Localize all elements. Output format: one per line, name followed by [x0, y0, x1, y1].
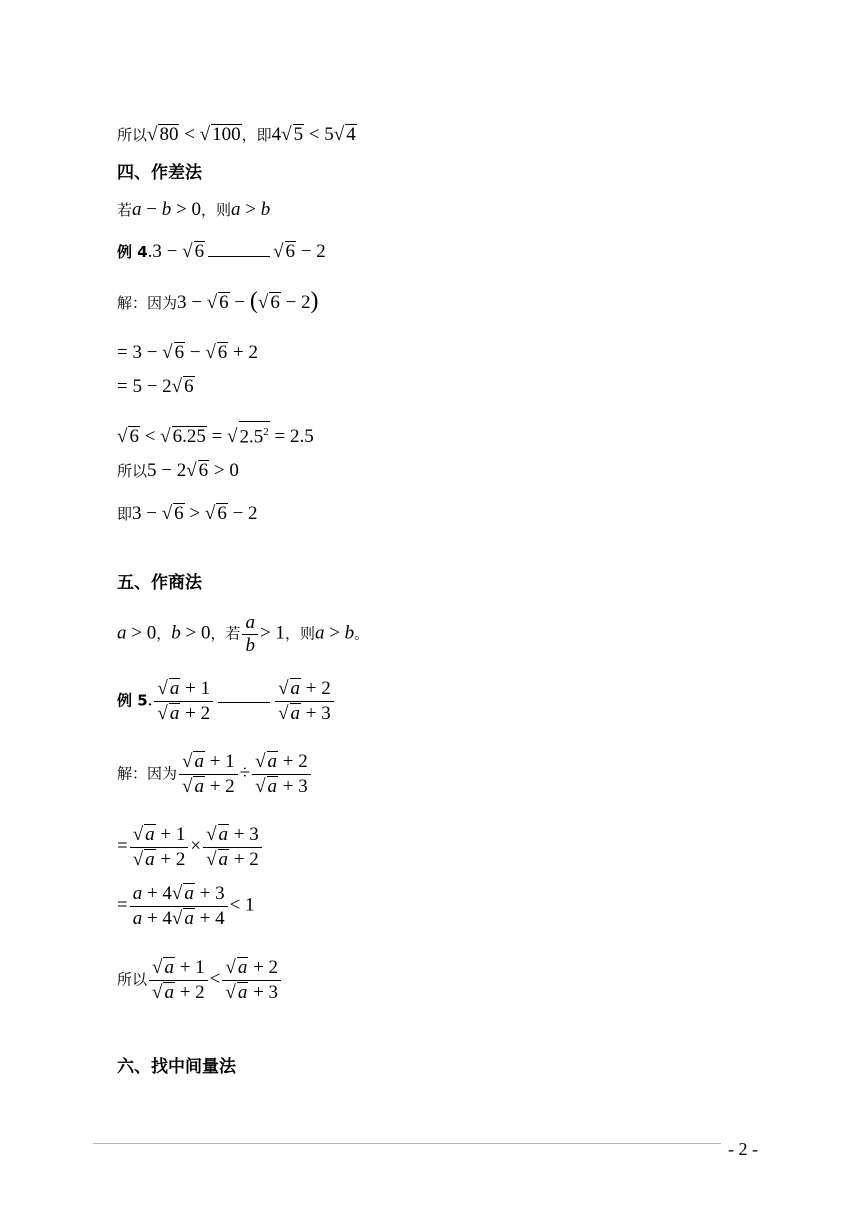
text-sep: ，若 [210, 624, 241, 643]
example-label: 例 5 [117, 691, 148, 710]
example-4: 例 4.3 − √ 6 √ 6 − 2 [117, 241, 326, 262]
solution-5-line-2: = $\frac{√ a + 1}{√ a + 2}$ × $\frac{√ a + 3}{√ a + 2}$ [117, 823, 264, 872]
answer-blank [208, 239, 270, 257]
text-prefix: 即 [117, 505, 133, 523]
text-prefix: 所以 [117, 462, 148, 480]
rule-difference: 若a − b > 0，则a > b [117, 199, 271, 220]
answer-blank [218, 701, 270, 703]
text-prefix: 解：因为 [117, 764, 178, 783]
page-number: - 2 - [728, 1139, 758, 1159]
solution-5-line-3: = $\frac{a + 4√ a + 3}{a + 4√ a + 4}$ < 1 [117, 883, 255, 929]
text-prefix: 若 [117, 201, 133, 219]
rule-quotient: a > 0，b > 0，若 $\frac{a}{b}$ > 1，则a > b。 [117, 612, 370, 656]
solution-4-line-4: √ 6 < √ 6.25 = √ $2.5^2 = 2.5$ [117, 421, 314, 448]
solution-5-line-1: 解：因为 $\frac{√ a + 1}{√ a + 2}$ ÷ $\frac{√ a + 2}{√ a + 3}$ [117, 750, 313, 799]
text-mid: ，则 [200, 201, 231, 219]
text-prefix: 解：因为 [117, 294, 178, 312]
example-5: 例 5. $\frac{√ a + 1}{√ a + 2}$ $\frac{√ a + 2}{√ a + 3}$ [117, 677, 336, 726]
text-sep: ，则 [284, 624, 315, 643]
section-heading-4: 四、作差法 [117, 163, 202, 183]
solution-4-line-6: 即3 − √ 6 > √ 6 − 2 [117, 503, 258, 524]
solution-4-line-3: = 5 − 2√ 6 [117, 376, 194, 397]
footer-rule [93, 1143, 721, 1144]
section-heading-5: 五、作商法 [117, 573, 202, 593]
solution-4-line-1: 解：因为3 − √ 6 − (√ 6 − 2) [117, 288, 319, 314]
solution-5-line-4: 所以 $\frac{√ a + 1}{√ a + 2}$ < $\frac{√ a + 2}{√ a + 3}$ [117, 956, 283, 1005]
conclusion-line-1: 所以√ 80 < √ 100，即4√ 5 < 5√ 4 [117, 124, 356, 145]
text-end: 。 [354, 624, 370, 643]
solution-4-line-2: = 3 − √ 6 − √ 6 + 2 [117, 342, 258, 363]
section-heading-6: 六、找中间量法 [117, 1057, 236, 1077]
solution-4-line-5: 所以5 − 2√ 6 > 0 [117, 460, 239, 481]
text-mid: ，即 [241, 126, 272, 144]
text-sep: ， [156, 624, 172, 643]
text-prefix: 所以 [117, 126, 148, 144]
text-prefix: 所以 [117, 970, 148, 989]
example-label: 例 4 [117, 243, 148, 261]
